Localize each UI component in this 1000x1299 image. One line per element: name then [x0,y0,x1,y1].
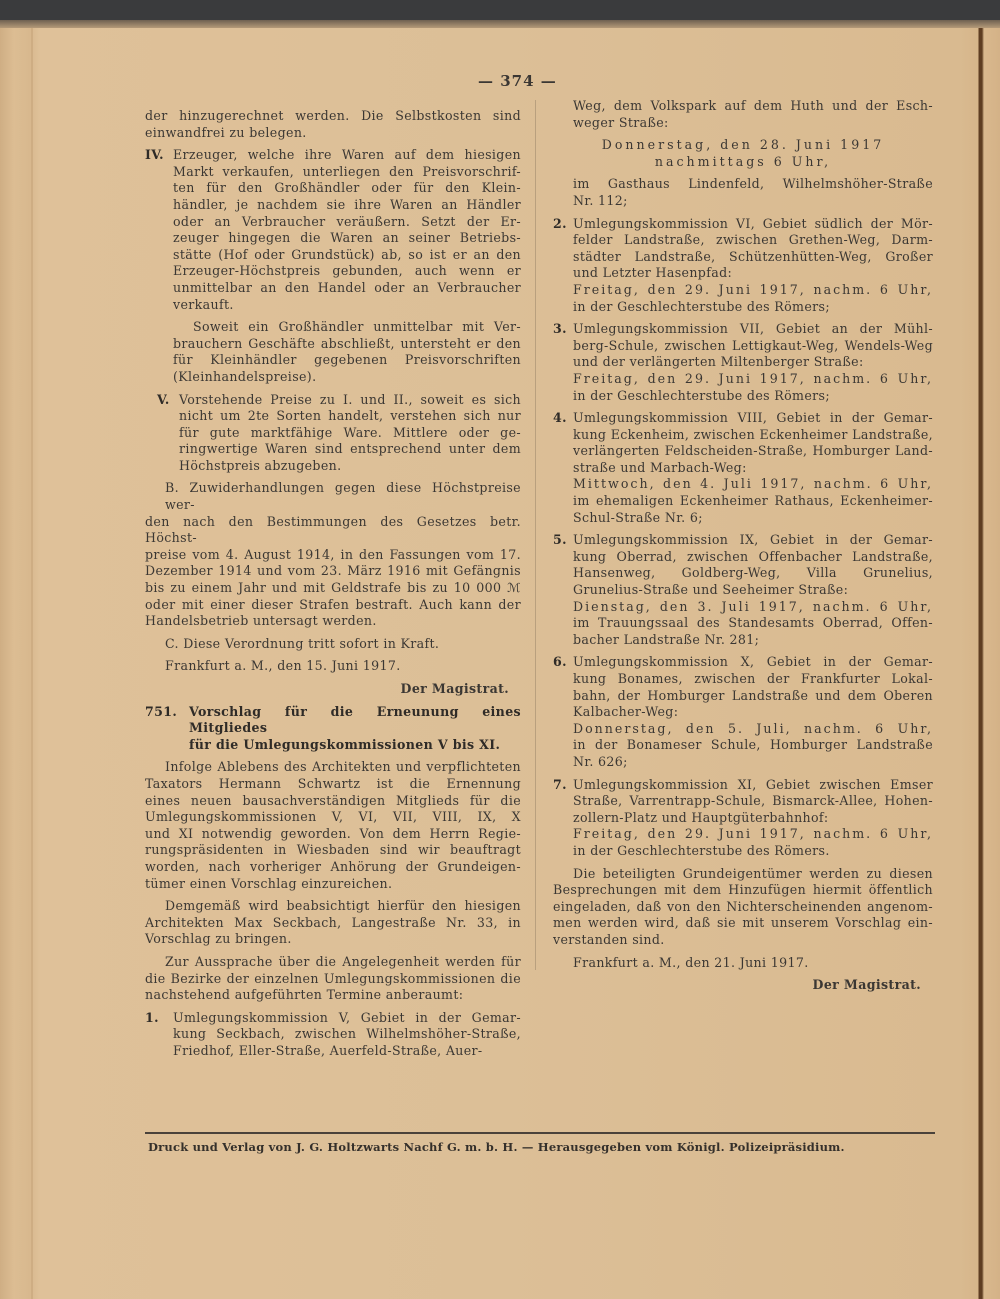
text-line: für gute marktfähige Ware. Mittlere oder ge- [179,424,521,440]
text-line: Höchstpreis abzugeben. [179,457,342,473]
text-line: Nr. 112; [573,192,628,208]
text-line: Straße, Varrentrapp-Schule, Bismarck-Allee, Hohen- [573,793,933,809]
text-line: oder an Verbraucher veräußern. Setzt der Er- [173,213,521,229]
numbered-section [145,704,521,754]
text-line: Umlegungskommissionen V, VI, VII, VIII, IX, X [145,809,521,825]
text-line: eines neuen bausachverständigen Mitglieds für die [145,792,521,808]
text-line: bis zu einem Jahr und mit Geldstrafe bis zu 10 000 ℳ [145,580,521,596]
text-line: Frankfurt a. M., den 15. Juni 1917. [165,658,401,674]
text-line: Taxators Hermann Schwartz ist die Ernennung [145,775,521,791]
text-line: Der Magistrat. [812,977,921,993]
text-line: worden, nach vorheriger Anhörung der Grundeigen- [145,858,521,874]
text-line: Vorschlag zu bringen. [145,931,292,947]
page-number: — 374 — [478,72,557,90]
right-column [553,98,933,1000]
text-line: brauchern Geschäfte abschließt, untersteht er den [173,335,521,351]
section-number: 5. [553,532,567,548]
text-line: Zur Aussprache über die Angelegenheit werden für [165,953,521,969]
text-line: Demgemäß wird beabsichtigt hierfür den hiesigen [165,898,521,914]
text-line: Hansenweg, Goldberg-Weg, Villa Grunelius, [573,565,933,581]
text-line: straße und Marbach-Weg: [573,459,747,475]
text-line: Umlegungskommission X, Gebiet in der Gemar- [573,654,933,670]
numbered-section [553,410,933,526]
text-line: Vorstehende Preise zu I. und II., soweit es sich [179,391,521,407]
section-number: 2. [553,215,567,231]
para-block [145,636,521,653]
text-line: Die beteiligten Grundeigentümer werden zu diesen [573,865,933,881]
text-line: und Letzter Hasenpfad: [573,265,733,281]
text-line: felder Landstraße, zwischen Grethen-Weg, Darm- [573,232,933,248]
text-line: Weg, dem Volkspark auf dem Huth und der Esch- [573,98,933,113]
section-number: 6. [553,654,567,670]
text-line: Erzeuger, welche ihre Waren auf dem hiesigen [173,147,521,163]
text-line: C. Diese Verordnung tritt sofort in Kraft. [165,635,440,651]
text-line: Soweit ein Großhändler unmittelbar mit Ver- [193,319,521,335]
cont-block [553,98,933,131]
text-line: Vorschlag für die Erneunung eines Mitgliedes [189,703,521,736]
text-line: zeuger hingegen die Waren an seiner Betriebs- [173,230,521,246]
text-line: zollern-Platz und Hauptgüterbahnhof: [573,809,829,825]
section-number: 751. [145,703,178,719]
date-block [145,658,521,675]
para-block [145,759,521,892]
text-line: Frankfurt a. M., den 21. Juni 1917. [573,954,809,970]
text-line: die Bezirke der einzelnen Umlegungskommissionen die [145,970,521,986]
appointment-date: Freitag, den 29. Juni 1917, nachm. 6 Uhr, [573,826,933,842]
text-line: verlängerten Feldscheiden-Straße, Homburger Land- [573,443,933,459]
text-line: Grunelius-Straße und Seeheimer Straße: [573,582,849,598]
appointment-date: Dienstag, den 3. Juli 1917, nachm. 6 Uhr, [573,598,933,614]
numbered-section [553,654,933,770]
section-number: IV. [145,147,164,163]
text-line: Donnerstag, den 28. Juni 1917 [601,137,885,153]
text-line: Infolge Ablebens des Architekten und verpflichteten [165,759,521,775]
text-line: Umlegungskommission IX, Gebiet in der Gemar- [573,532,933,548]
text-line: tümer einen Vorschlag einzureichen. [145,875,393,891]
numbered-section [145,392,521,475]
appointment-date: Freitag, den 29. Juni 1917, nachm. 6 Uhr, [573,370,933,386]
sig-block [553,977,933,994]
date-block [553,955,933,972]
text-line: Besprechungen mit dem Hinzufügen hiermit öffentlich [553,882,933,898]
text-line: Umlegungskommission VII, Gebiet an der Mühl- [573,321,933,337]
text-line: der hinzugerechnet werden. Die Selbstkosten sind [145,108,521,123]
text-line: Markt verkaufen, unterliegen den Preisvorschrif- [173,163,521,179]
numbered-section [553,532,933,648]
text-line: rungspräsidenten in Wiesbaden sind wir beauftragt [145,842,521,858]
column-divider [535,100,536,970]
appointment-venue: in der Geschlechterstube des Römers; [573,387,830,403]
appointment-venue: in der Geschlechterstube des Römers; [573,298,830,314]
scan-background-top [0,0,1000,20]
cont-block [553,176,933,209]
text-line: verstanden sind. [553,931,665,947]
appointment-venue: Schul-Straße Nr. 6; [573,509,703,525]
cont-block [145,108,521,141]
text-line: Erzeuger-Höchstpreis gebunden, auch wenn er [173,263,521,279]
section-number: 7. [553,776,567,792]
appointment-venue: in der Bonameser Schule, Homburger Landstraße [573,737,933,753]
appointment-date: Mittwoch, den 4. Juli 1917, nachm. 6 Uhr, [573,476,933,492]
imprint-footer: Druck und Verlag von J. G. Holtzwarts Nachf G. m. b. H. — Herausgegeben vom Königl. Polizeipräsidium. [148,1140,845,1154]
text-line: für die Umlegungskommissionen V bis XI. [189,736,501,752]
text-line: Dezember 1914 und vom 23. März 1916 mit Gefängnis [145,563,521,579]
numbered-section [145,1010,521,1060]
text-line: kung Seckbach, zwischen Wilhelmshöher-Straße, [173,1026,521,1042]
text-line: und XI notwendig geworden. Von dem Herrn Regie- [145,825,521,841]
footer-rule [145,1132,935,1134]
text-line: und der verlängerten Miltenberger Straße: [573,354,864,370]
text-line: einwandfrei zu belegen. [145,124,307,140]
appointment-venue: Nr. 626; [573,753,628,769]
text-line: Friedhof, Eller-Straße, Auerfeld-Straße, Auer- [173,1042,483,1058]
text-line: kung Eckenheim, zwischen Eckenheimer Landstraße, [573,426,933,442]
text-line: B. Zuwiderhandlungen gegen diese Höchstpreise wer- [165,480,521,513]
text-line: men werden wird, daß sie mit unserem Vorschlag ein- [553,915,933,931]
section-number: 1. [145,1009,159,1025]
center-block [553,137,933,170]
numbered-section [145,147,521,313]
text-line: berg-Schule, zwischen Lettigkaut-Weg, Wendels-Weg [573,337,933,353]
text-line: nicht um 2te Sorten handelt, verstehen sich nur [179,408,521,424]
text-line: Der Magistrat. [400,681,509,696]
appointment-venue: im ehemaligen Eckenheimer Rathaus, Eckenheimer- [573,493,933,509]
text-line: ringwertige Waren sind entsprechend unter dem [179,441,521,457]
text-line: nachmittags 6 Uhr, [654,153,832,169]
text-line: (Kleinhandelspreise). [173,368,317,384]
numbered-section [553,777,933,860]
appointment-venue: im Trauungssaal des Standesamts Oberrad, Offen- [573,615,933,631]
para-block [145,898,521,948]
numbered-section [553,321,933,404]
item-block [145,319,521,385]
page-top-edge [0,20,1000,28]
text-line: kung Bonames, zwischen der Frankfurter Lokal- [573,671,933,686]
appointment-venue: in der Geschlechterstube des Römers. [573,842,830,858]
para-block [145,480,521,629]
text-line: Umlegungskommission VIII, Gebiet in der Gemar- [573,410,933,426]
text-line: preise vom 4. August 1914, in den Fassungen vom 17. [145,546,521,562]
text-line: Umlegungskommission VI, Gebiet südlich der Mör- [573,215,933,231]
text-line: eingeladen, daß von den Nichterscheinenden angenom- [553,898,933,914]
text-line: weger Straße: [573,114,669,130]
text-line: nachstehend aufgeführten Termine anberaumt: [145,987,464,1003]
text-line: städter Landstraße, Schützenhütten-Weg, Großer [573,248,933,264]
text-line: oder mit einer dieser Strafen bestraft. Auch kann der [145,596,521,612]
text-line: ten für den Großhändler oder für den Klein- [173,180,521,196]
left-column [145,108,521,1065]
appointment-venue: bacher Landstraße Nr. 281; [573,631,760,647]
text-line: händler, je nachdem sie ihre Waren an Händler [173,196,521,212]
text-line: im Gasthaus Lindenfeld, Wilhelmshöher-Straße [573,176,933,192]
text-line: Umlegungskommission XI, Gebiet zwischen Emser [573,776,933,792]
section-number: V. [157,391,170,407]
text-line: Handelsbetrieb untersagt werden. [145,613,377,629]
text-line: Kalbacher-Weg: [573,704,679,720]
section-number: 4. [553,410,567,426]
text-line: für Kleinhändler gegebenen Preisvorschriften [173,352,521,368]
text-line: Architekten Max Seckbach, Langestraße Nr. 33, in [145,914,521,930]
sig-block [145,681,521,698]
para-block [145,954,521,1004]
text-line: kung Oberrad, zwischen Offenbacher Landstraße, [573,548,933,564]
text-line: verkauft. [173,296,234,312]
page-crease [31,28,33,1299]
text-line: unmittelbar an den Handel oder an Verbraucher [173,279,521,295]
section-number: 3. [553,321,567,337]
para-block [553,866,933,949]
text-line: bahn, der Homburger Landstraße und dem Oberen [573,687,933,703]
text-line: stätte (Hof oder Grundstück) ab, so ist er an den [173,246,521,262]
numbered-section [553,216,933,316]
appointment-date: Donnerstag, den 5. Juli, nachm. 6 Uhr, [573,720,933,736]
text-line: den nach den Bestimmungen des Gesetzes betr. Höchst- [145,513,521,546]
text-line: Umlegungskommission V, Gebiet in der Gemar- [173,1009,521,1025]
appointment-date: Freitag, den 29. Juni 1917, nachm. 6 Uhr, [573,281,933,297]
